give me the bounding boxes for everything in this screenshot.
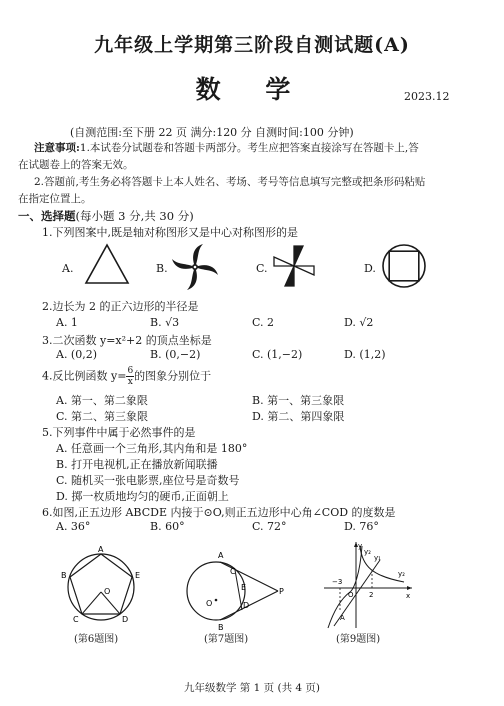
q1-option-d-label: D. [364, 262, 376, 275]
q1-option-a-label: A. [62, 262, 74, 275]
section-title: 一、选择题 [18, 209, 76, 223]
q2-option-d: D. √2 [344, 316, 374, 329]
q4-fraction [126, 366, 134, 387]
fig7-label-b: B [218, 623, 224, 632]
fig9-label-y: y [358, 542, 363, 550]
notes-block [18, 140, 480, 208]
fig7-label-a: A [218, 551, 224, 560]
fig6-label-o: O [104, 587, 111, 596]
fig6-label-b: B [61, 571, 67, 580]
notes-line-1: 1.本试卷分试题卷和答题卡两部分。考生应把答案直接涂写在答题卡上,答 [79, 142, 419, 154]
q4-fraction-num: 6 [127, 366, 134, 376]
fig9-label-origin: O [348, 591, 354, 599]
fig9-label-a: A [340, 614, 345, 622]
q3-option-d: D. (1,2) [344, 348, 386, 361]
fig7-label-o: O [206, 599, 213, 608]
fig7-label-e: E [241, 583, 247, 592]
question-1-stem: 1.下列图案中,既是轴对称图形又是中心对称图形的是 [42, 226, 298, 239]
q1-figure-triangle [84, 243, 130, 285]
fig6-label-e: E [135, 571, 141, 580]
section-heading [18, 208, 194, 224]
q4-option-d: D. 第二、第四象限 [252, 410, 345, 423]
q4-stem-post: 的图象分别位于 [134, 369, 212, 383]
figure-9-function-graph [320, 540, 416, 630]
q1-option-b-label: B. [156, 262, 168, 275]
q5-option-c: C. 随机买一张电影票,座位号是奇数号 [56, 474, 240, 487]
fig9-label-neg3: −3 [332, 578, 343, 586]
question-4-stem [42, 366, 211, 387]
q6-option-c: C. 72° [252, 520, 287, 533]
q2-option-b: B. √3 [150, 316, 180, 329]
fig9-label-y1: y₁ [374, 554, 381, 562]
q1-option-c-label: C. [256, 262, 268, 275]
fig9-label-y2-right: y₂ [398, 570, 405, 578]
q4-option-c: C. 第二、第三象限 [56, 410, 149, 423]
q5-option-b: B. 打开电视机,正在播放新闻联播 [56, 458, 218, 471]
fig6-label-a: A [98, 545, 104, 554]
fig7-label-c: C [230, 567, 236, 576]
q4-stem-pre: 4.反比例函数 y= [42, 369, 127, 383]
figure-6-caption: (第6题图) [74, 634, 119, 645]
question-5-stem: 5.下列事件中属于必然事件的是 [42, 426, 196, 439]
notes-label: 注意事项: [34, 142, 80, 154]
q1-figure-pinwheel [170, 242, 220, 292]
section-desc: (每小题 3 分,共 30 分) [75, 209, 194, 223]
fig6-label-d: D [122, 615, 129, 624]
fig7-label-p: P [279, 587, 284, 596]
q4-option-a: A. 第一、第二象限 [56, 394, 148, 407]
q6-option-b: B. 60° [150, 520, 185, 533]
figure-9-caption: (第9题图) [336, 634, 381, 645]
q1-figure-windmill [272, 244, 316, 288]
fig7-label-d: D [243, 601, 250, 610]
notes-line-4: 在指定位置上。 [18, 193, 92, 205]
fig6-label-c: C [73, 615, 79, 624]
q3-option-b: B. (0,−2) [150, 348, 201, 361]
subject-title: 数 学 [195, 75, 309, 104]
q5-option-d: D. 掷一枚质地均匀的硬币,正面朝上 [56, 490, 229, 503]
fig9-label-y2-top: y₂ [364, 548, 371, 556]
q4-fraction-den: x [127, 377, 133, 387]
notes-line-3: 2.答题前,考生务必将答题卡上本人姓名、考场、考号等信息填写完整或把条形码粘贴 [34, 176, 426, 188]
question-6-stem: 6.如图,正五边形 ABCDE 内接于⊙O,则正五边形中心角∠COD 的度数是 [42, 506, 396, 519]
question-2-stem: 2.边长为 2 的正六边形的半径是 [42, 300, 199, 313]
fig9-label-x: x [406, 592, 411, 600]
q3-option-c: C. (1,−2) [252, 348, 303, 361]
q1-figure-circle-square [380, 242, 428, 290]
figure-7-caption: (第7题图) [204, 634, 249, 645]
notes-line-2: 在试题卷上的答案无效。 [18, 159, 134, 171]
q5-option-a: A. 任意画一个三角形,其内角和是 180° [56, 442, 248, 455]
q3-option-a: A. (0,2) [56, 348, 98, 361]
exam-date: 2023.12 [404, 90, 450, 103]
q2-option-a: A. 1 [56, 316, 78, 329]
page-footer: 九年级数学 第 1 页 (共 4 页) [183, 682, 321, 694]
figure-7-tangents [186, 544, 286, 630]
fig9-label-2: 2 [369, 591, 374, 599]
exam-scope: (自测范围:至下册 22 页 满分:120 分 自测时间:100 分钟) [70, 126, 354, 139]
q6-option-a: A. 36° [56, 520, 91, 533]
q4-option-b: B. 第一、第三象限 [252, 394, 345, 407]
exam-title: 九年级上学期第三阶段自测试题(A) [94, 34, 410, 56]
figure-6-pentagon [58, 544, 148, 628]
question-3-stem: 3.二次函数 y=x²+2 的顶点坐标是 [42, 334, 212, 347]
q2-option-c: C. 2 [252, 316, 275, 329]
q6-option-d: D. 76° [344, 520, 379, 533]
